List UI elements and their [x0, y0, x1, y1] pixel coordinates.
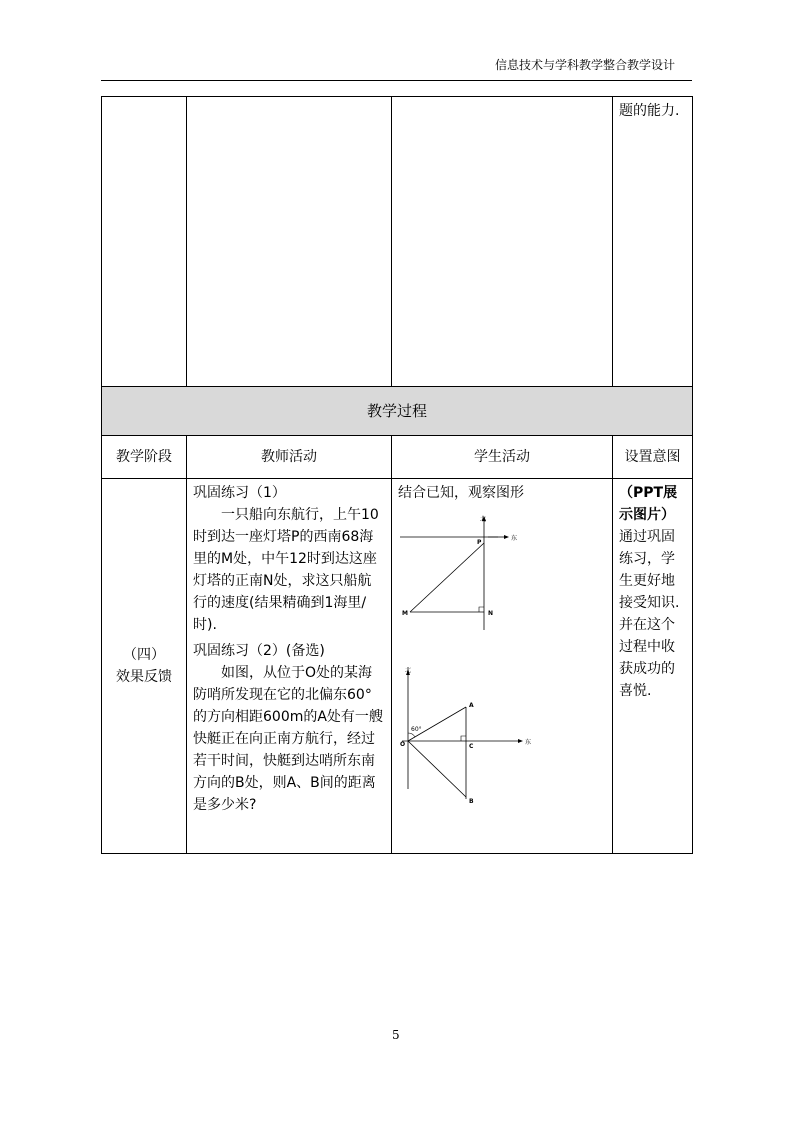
header-teacher-label: 教师活动 — [261, 449, 317, 465]
exercise-2-title: 巩固练习（2）(备选) — [193, 643, 325, 659]
student-text: 结合已知，观察图形 — [398, 485, 524, 501]
fig2-c-label: C — [469, 743, 474, 750]
header-intent-label: 设置意图 — [624, 449, 681, 465]
exercise-2-body: 如图，从位于O处的某海防哨所发现在它的北偏东60°的方向相距600m的A处有一艘快艇正在向正南方航行，经过若干时间，快艇到达哨所东南方向的B处，则A、B间的距离是多少米? — [193, 665, 383, 813]
fig2-angle-label: 60° — [411, 726, 422, 733]
lesson-table — [101, 96, 693, 854]
page-number: 5 — [392, 1028, 400, 1042]
header-title: 信息技术与学科教学整合教学设计 — [495, 58, 676, 72]
fig1-n-label: N — [488, 610, 494, 617]
intent-cell — [612, 478, 693, 854]
top-cell-4-text: 题的能力. — [619, 103, 680, 119]
exercise-1-title: 巩固练习（1） — [193, 485, 286, 501]
fig1-east-label: 东 — [511, 535, 518, 542]
figure-lighthouse — [398, 515, 603, 635]
fig2-east-label: 东 — [525, 739, 532, 746]
header-stage — [101, 435, 187, 479]
stage-cell — [101, 478, 187, 854]
header-rule — [101, 80, 692, 81]
top-cell-2 — [186, 96, 392, 387]
header-student-label: 学生活动 — [474, 449, 530, 465]
section-title: 教学过程 — [366, 402, 427, 420]
figure-sentry-post — [398, 667, 603, 817]
fig1-p-label: P — [477, 539, 482, 546]
intent-bold: （PPT展示图片） — [619, 485, 678, 523]
fig2-north-label: 北 — [405, 667, 412, 674]
fig2-a-label: A — [469, 702, 474, 709]
header-intent — [612, 435, 693, 479]
top-cell-1 — [101, 96, 187, 387]
section-heading — [101, 386, 693, 436]
top-cell-4 — [612, 96, 693, 387]
stage-line-1: （四） — [123, 647, 165, 663]
fig1-north-label: 北 — [480, 516, 487, 523]
exercise-1-body: 一只船向东航行，上午10时到达一座灯塔P的西南68海里的M处，中午12时到达这座灯塔的正南N处，求这只船航行的速度(结果精确到1海里/时). — [193, 507, 379, 633]
top-cell-3 — [391, 96, 613, 387]
header-stage-label: 教学阶段 — [116, 449, 172, 465]
intent-text: 通过巩固练习，学生更好地接受知识.并在这个过程中收获成功的喜悦. — [619, 529, 680, 699]
header-teacher — [186, 435, 392, 479]
fig2-o-label: O — [400, 741, 406, 748]
header-student — [391, 435, 613, 479]
teacher-cell — [186, 478, 392, 854]
student-cell — [391, 478, 613, 854]
fig2-b-label: B — [469, 798, 474, 805]
stage-line-2: 效果反馈 — [116, 669, 172, 685]
fig1-m-label: M — [402, 610, 408, 617]
